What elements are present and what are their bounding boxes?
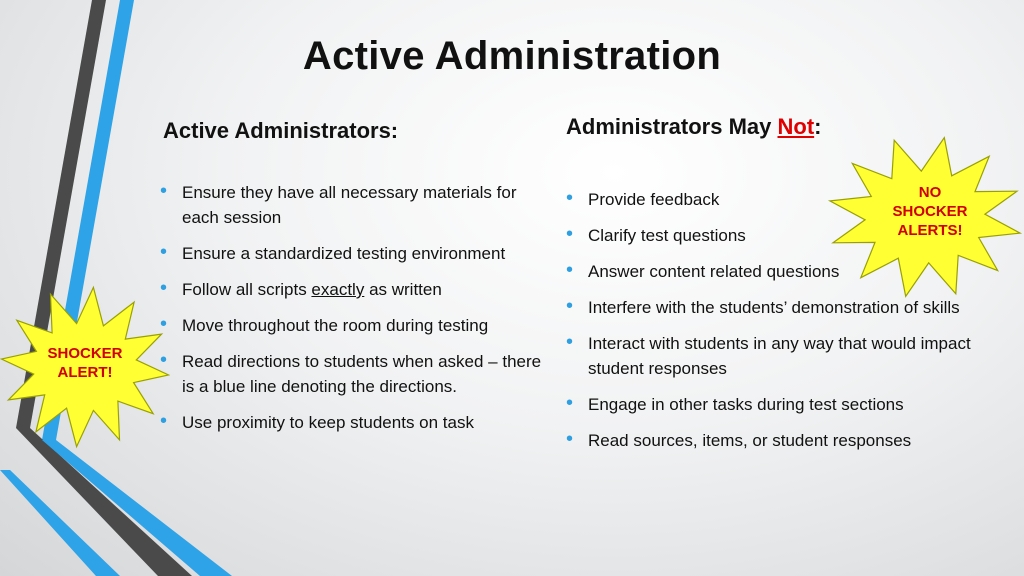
list-item: • Interact with students in any way that would impact student responses <box>566 331 996 381</box>
list-item: • Engage in other tasks during test sections <box>566 392 996 417</box>
list-item <box>160 277 555 302</box>
heading-colon: : <box>814 114 822 139</box>
scripts-text-before: Follow all scripts <box>182 280 312 299</box>
list-item: • Move throughout the room during testing <box>160 313 555 338</box>
scripts-text-after: as written <box>364 280 442 299</box>
list-item: • Read sources, items, or student responses <box>566 428 996 453</box>
list-item: • Use proximity to keep students on task <box>160 410 555 435</box>
no-shocker-alerts-label <box>870 183 990 240</box>
list-item: • Clarify test questions <box>566 223 996 248</box>
list-item: • Read directions to students when asked – there is a blue line denoting the directions. <box>160 349 555 399</box>
slide-title: Active Administration <box>302 34 722 78</box>
shocker-alert-label <box>30 344 140 382</box>
not-emphasis: Not <box>777 114 815 139</box>
list-item: • Answer content related questions <box>566 259 996 284</box>
administrators-may-not-heading <box>566 114 821 140</box>
burst-line: ALERTS! <box>897 222 963 239</box>
exactly-emphasis: exactly <box>311 280 365 299</box>
list-item: • Provide feedback <box>566 187 996 212</box>
list-item: • Interfere with the students’ demonstration of skills <box>566 295 996 320</box>
list-item: • Ensure they have all necessary materials for each session <box>160 180 555 230</box>
burst-line: SHOCKER <box>892 203 968 220</box>
heading-prefix: Administrators May <box>566 114 778 139</box>
burst-line: ALERT! <box>57 364 113 381</box>
burst-line: SHOCKER <box>47 345 123 362</box>
blue-stripe-lower <box>42 440 232 576</box>
active-administrators-heading: Active Administrators: <box>163 118 399 143</box>
active-administrators-list <box>160 180 555 446</box>
burst-line: NO <box>918 184 942 201</box>
list-item: • Ensure a standardized testing environment <box>160 241 555 266</box>
